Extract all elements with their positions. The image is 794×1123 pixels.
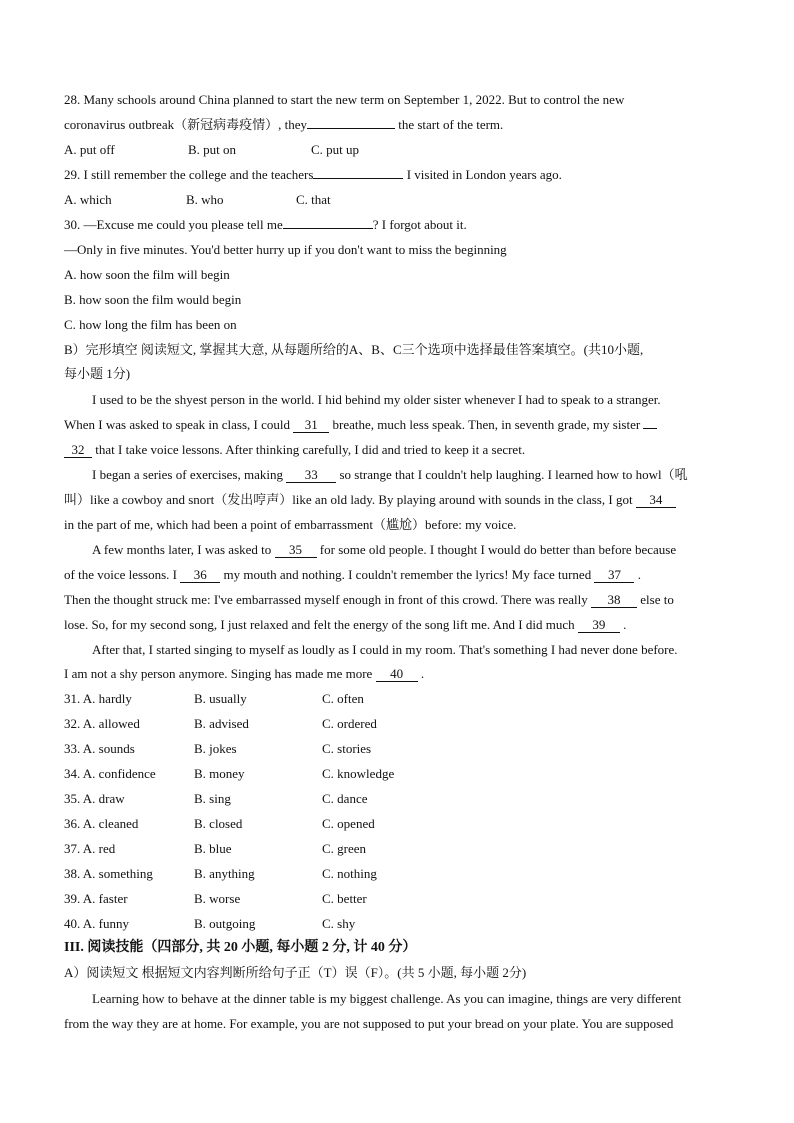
section-b-instruction-line2: 每小题 1分) [64, 366, 131, 381]
passage-p2-line2: 叫）like a cowboy and snort（发出哼声）like an old lady. By playing around with sounds in the class, I got 34 [64, 492, 676, 508]
passage-p3-line2: of the voice lessons. I 36 my mouth and nothing. I couldn't remember the lyrics! My face turned 37 . [64, 567, 641, 582]
option-37-b: B. blue [194, 841, 232, 856]
option-35-c: C. dance [322, 791, 368, 806]
option-37-a: 37. A. red [64, 841, 116, 856]
blank-39: 39 [578, 618, 620, 633]
q29-answer-blank [313, 178, 403, 179]
option-36-c: C. opened [322, 816, 375, 831]
q30-stem-line1: 30. —Excuse me could you please tell me ? I forgot about it. [64, 217, 467, 232]
option-34-b: B. money [194, 766, 245, 781]
option-32-b: B. advised [194, 716, 249, 731]
passage-p2-line3: in the part of me, which had been a point of embarrassment（尴尬）before: my voice. [64, 517, 517, 532]
q28-option-c: C. put up [311, 142, 360, 157]
blank-34: 34 [636, 493, 676, 508]
passage-p4-line2: I am not a shy person anymore. Singing has made me more 40 . [64, 666, 425, 681]
blank-36: 36 [180, 568, 220, 583]
option-38-b: B. anything [194, 866, 255, 881]
q28-option-a: A. put off [64, 142, 115, 157]
passage-p1-line3: 32 that I take voice lessons. After thinking carefully, I did and tried to keep it a secret. [64, 442, 525, 458]
option-31-a: 31. A. hardly [64, 691, 132, 706]
passage-p3-line3: Then the thought struck me: I've embarrassed myself enough in front of this crowd. There was really 38 else to [64, 592, 674, 607]
q30-option-c: C. how long the film has been on [64, 317, 237, 332]
option-31-c: C. often [322, 691, 364, 706]
option-36-b: B. closed [194, 816, 243, 831]
blank-32-start [643, 428, 657, 429]
option-33-a: 33. A. sounds [64, 741, 135, 756]
passage-p1-line1: I used to be the shyest person in the world. I hid behind my older sister whenever I had to speak to a stranger. [92, 392, 661, 407]
option-31-b: B. usually [194, 691, 247, 706]
q28-option-b: B. put on [188, 142, 237, 157]
option-34-a: 34. A. confidence [64, 766, 156, 781]
option-32-c: C. ordered [322, 716, 377, 731]
q30-option-b: B. how soon the film would begin [64, 292, 242, 307]
q30-option-a: A. how soon the film will begin [64, 267, 230, 282]
passage-p4-line1: After that, I started singing to myself as loudly as I could in my room. That's something I had never done before. [92, 642, 678, 657]
reading-passage-line2: from the way they are at home. For example, you are not supposed to put your bread on your plate. You are supposed [64, 1016, 674, 1031]
q29-stem: 29. I still remember the college and the teachers I visited in London years ago. [64, 167, 562, 182]
option-39-c: C. better [322, 891, 367, 906]
q30-stem-line2: —Only in five minutes. You'd better hurry up if you don't want to miss the beginning [64, 242, 507, 257]
q29-option-a: A. which [64, 192, 112, 207]
blank-31: 31 [293, 418, 329, 433]
option-33-b: B. jokes [194, 741, 237, 756]
section-b-instruction-line1: B）完形填空 阅读短文, 掌握其大意, 从每题所给的A、B、C三个选项中选择最佳答案填空。(共10小题, [64, 342, 644, 357]
option-32-a: 32. A. allowed [64, 716, 140, 731]
option-38-c: C. nothing [322, 866, 377, 881]
q29-option-c: C. that [296, 192, 331, 207]
blank-40: 40 [376, 667, 418, 682]
q28-answer-blank [307, 128, 395, 129]
blank-32: 32 [64, 443, 92, 458]
passage-p3-line1: A few months later, I was asked to 35 for some old people. I thought I would do better than before because [92, 542, 677, 557]
blank-37: 37 [594, 568, 634, 583]
section-iii-title: III. 阅读技能（四部分, 共 20 小题, 每小题 2 分, 计 40 分） [64, 940, 417, 955]
q28-stem-line2: coronavirus outbreak（新冠病毒疫情）, they the start of the term. [64, 117, 504, 132]
q30-answer-blank [283, 228, 373, 229]
blank-35: 35 [275, 543, 317, 558]
passage-p2-line1: I began a series of exercises, making 33 so strange that I couldn't help laughing. I learned how to howl（吼 [92, 467, 688, 482]
passage-p1-line2: When I was asked to speak in class, I could 31 breathe, much less speak. Then, in seventh grade, my sister [64, 417, 657, 433]
passage-p3-line4: lose. So, for my second song, I just relaxed and felt the energy of the song lift me. And I did much 39 . [64, 617, 627, 632]
blank-38: 38 [591, 593, 637, 608]
option-37-c: C. green [322, 841, 367, 856]
option-39-a: 39. A. faster [64, 891, 128, 906]
q28-stem-line1: 28. Many schools around China planned to start the new term on September 1, 2022. But to control the new [64, 92, 625, 107]
option-39-b: B. worse [194, 891, 241, 906]
section-iii-a-instruction: A）阅读短文 根据短文内容判断所给句子正（T）误（F）。(共 5 小题, 每小题 2分) [64, 965, 527, 980]
option-40-b: B. outgoing [194, 916, 256, 931]
reading-passage-line1: Learning how to behave at the dinner table is my biggest challenge. As you can imagine, things are very different [92, 991, 682, 1006]
q29-option-b: B. who [186, 192, 224, 207]
option-33-c: C. stories [322, 741, 372, 756]
option-40-a: 40. A. funny [64, 916, 129, 931]
blank-33: 33 [286, 468, 336, 483]
option-36-a: 36. A. cleaned [64, 816, 139, 831]
option-38-a: 38. A. something [64, 866, 153, 881]
option-40-c: C. shy [322, 916, 356, 931]
option-34-c: C. knowledge [322, 766, 395, 781]
option-35-a: 35. A. draw [64, 791, 125, 806]
option-35-b: B. sing [194, 791, 231, 806]
